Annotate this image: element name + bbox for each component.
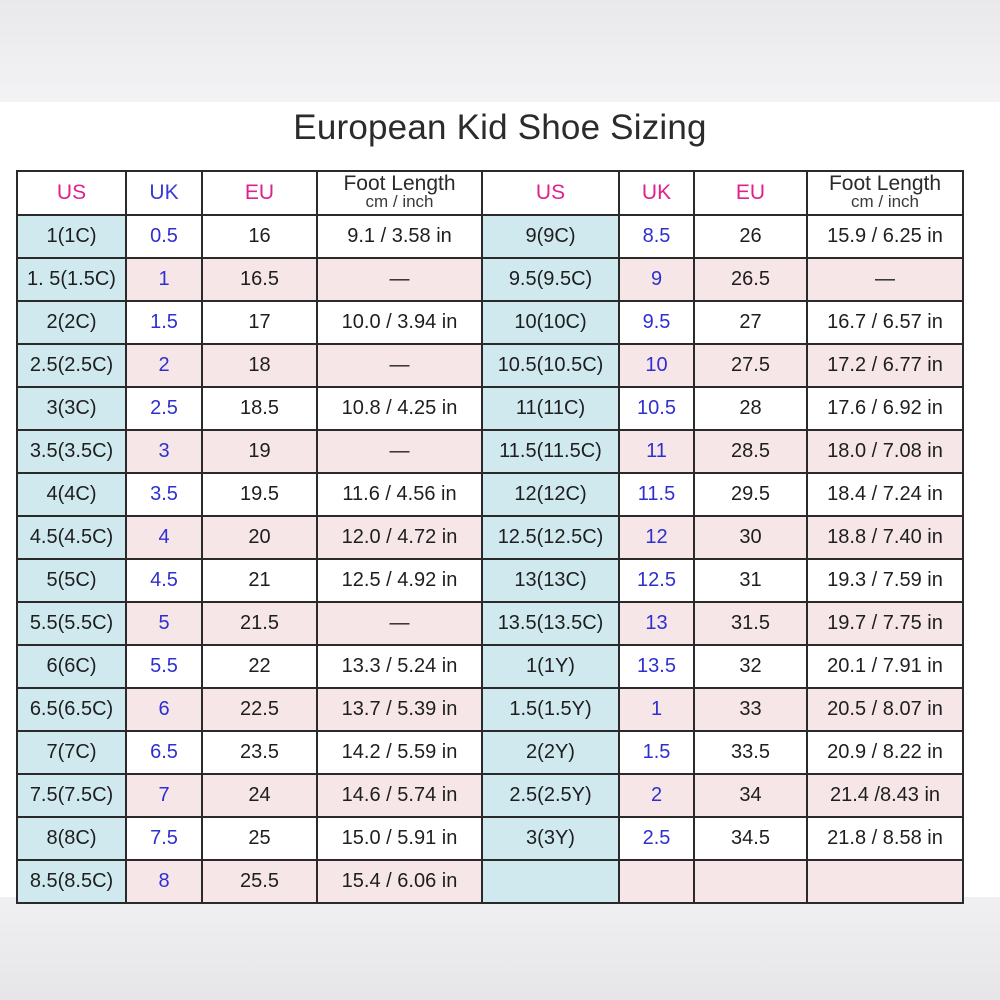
- foot-length-cell-empty: —: [317, 344, 482, 387]
- foot-length-cell: 12.0 / 4.72 in: [317, 516, 482, 559]
- header-foot-length-unit: cm / inch: [850, 192, 920, 211]
- foot-length-cell: 13.3 / 5.24 in: [317, 645, 482, 688]
- eu-size-cell: 31.5: [694, 602, 807, 645]
- us-size-cell: 13.5(13.5C): [482, 602, 619, 645]
- eu-size-cell: 20: [202, 516, 317, 559]
- chart-title: European Kid Shoe Sizing: [293, 108, 707, 147]
- uk-size-cell: 10: [619, 344, 694, 387]
- size-table-body: [17, 215, 963, 903]
- eu-size-cell: 25: [202, 817, 317, 860]
- header-eu-left: EU: [202, 171, 317, 215]
- foot-length-cell: 10.8 / 4.25 in: [317, 387, 482, 430]
- foot-length-cell: 17.2 / 6.77 in: [807, 344, 963, 387]
- foot-length-cell: [807, 860, 963, 903]
- eu-size-cell: 30: [694, 516, 807, 559]
- us-size-cell: 2.5(2.5C): [17, 344, 126, 387]
- uk-size-cell: 1.5: [126, 301, 202, 344]
- eu-size-cell: 19.5: [202, 473, 317, 516]
- us-size-cell: 2.5(2.5Y): [482, 774, 619, 817]
- eu-size-cell: 18: [202, 344, 317, 387]
- uk-size-cell: [619, 860, 694, 903]
- us-size-cell: 9(9C): [482, 215, 619, 258]
- us-size-cell: 2(2Y): [482, 731, 619, 774]
- foot-length-cell-empty: —: [317, 602, 482, 645]
- uk-size-cell: 1: [126, 258, 202, 301]
- uk-size-cell: 9.5: [619, 301, 694, 344]
- header-row: [17, 171, 963, 215]
- eu-size-cell: 23.5: [202, 731, 317, 774]
- us-size-cell: 4.5(4.5C): [17, 516, 126, 559]
- uk-size-cell: 7.5: [126, 817, 202, 860]
- uk-size-cell: 4: [126, 516, 202, 559]
- table-row: [17, 258, 963, 301]
- us-size-cell: 4(4C): [17, 473, 126, 516]
- table-row: [17, 473, 963, 516]
- foot-length-cell: 21.4 /8.43 in: [807, 774, 963, 817]
- foot-length-cell: 20.5 / 8.07 in: [807, 688, 963, 731]
- us-size-cell: 7(7C): [17, 731, 126, 774]
- foot-length-cell: 12.5 / 4.92 in: [317, 559, 482, 602]
- foot-length-cell: 21.8 / 8.58 in: [807, 817, 963, 860]
- foot-length-cell: 14.6 / 5.74 in: [317, 774, 482, 817]
- table-row: [17, 516, 963, 559]
- foot-length-cell: 20.9 / 8.22 in: [807, 731, 963, 774]
- eu-size-cell: 26.5: [694, 258, 807, 301]
- eu-size-cell: 34.5: [694, 817, 807, 860]
- header-foot-length-right: [807, 171, 963, 215]
- uk-size-cell: 2: [126, 344, 202, 387]
- foot-length-cell: 15.9 / 6.25 in: [807, 215, 963, 258]
- uk-size-cell: 5.5: [126, 645, 202, 688]
- us-size-cell: 1(1Y): [482, 645, 619, 688]
- header-foot-length-label: Foot Length: [828, 172, 942, 195]
- eu-size-cell: 32: [694, 645, 807, 688]
- eu-size-cell: [694, 860, 807, 903]
- eu-size-cell: 27.5: [694, 344, 807, 387]
- us-size-cell: 11.5(11.5C): [482, 430, 619, 473]
- foot-length-cell: 17.6 / 6.92 in: [807, 387, 963, 430]
- table-row: [17, 215, 963, 258]
- foot-length-cell: 18.4 / 7.24 in: [807, 473, 963, 516]
- eu-size-cell: 18.5: [202, 387, 317, 430]
- us-size-cell: 12.5(12.5C): [482, 516, 619, 559]
- table-row: [17, 817, 963, 860]
- uk-size-cell: 1: [619, 688, 694, 731]
- eu-size-cell: 26: [694, 215, 807, 258]
- eu-size-cell: 19: [202, 430, 317, 473]
- table-row: [17, 559, 963, 602]
- us-size-cell: 3.5(3.5C): [17, 430, 126, 473]
- eu-size-cell: 34: [694, 774, 807, 817]
- eu-size-cell: 21.5: [202, 602, 317, 645]
- eu-size-cell: 33: [694, 688, 807, 731]
- us-size-cell: 3(3C): [17, 387, 126, 430]
- us-size-cell: 1.5(1.5Y): [482, 688, 619, 731]
- uk-size-cell: 6: [126, 688, 202, 731]
- foot-length-cell: 15.0 / 5.91 in: [317, 817, 482, 860]
- us-size-cell: 8.5(8.5C): [17, 860, 126, 903]
- uk-size-cell: 12: [619, 516, 694, 559]
- us-size-cell: [482, 860, 619, 903]
- uk-size-cell: 11: [619, 430, 694, 473]
- header-us-left: US: [17, 171, 126, 215]
- eu-size-cell: 21: [202, 559, 317, 602]
- header-uk-left: UK: [126, 171, 202, 215]
- foot-length-cell-empty: —: [807, 258, 963, 301]
- uk-size-cell: 9: [619, 258, 694, 301]
- table-row: [17, 387, 963, 430]
- table-row: [17, 731, 963, 774]
- header-uk-right: UK: [619, 171, 694, 215]
- us-size-cell: 10.5(10.5C): [482, 344, 619, 387]
- uk-size-cell: 6.5: [126, 731, 202, 774]
- uk-size-cell: 8.5: [619, 215, 694, 258]
- eu-size-cell: 24: [202, 774, 317, 817]
- foot-length-cell: 14.2 / 5.59 in: [317, 731, 482, 774]
- uk-size-cell: 1.5: [619, 731, 694, 774]
- table-row: [17, 860, 963, 903]
- foot-length-cell: 19.7 / 7.75 in: [807, 602, 963, 645]
- table-row: [17, 688, 963, 731]
- uk-size-cell: 2: [619, 774, 694, 817]
- foot-length-cell: 15.4 / 6.06 in: [317, 860, 482, 903]
- eu-size-cell: 27: [694, 301, 807, 344]
- top-background-band: [0, 0, 1000, 102]
- us-size-cell: 3(3Y): [482, 817, 619, 860]
- us-size-cell: 2(2C): [17, 301, 126, 344]
- foot-length-cell: 18.0 / 7.08 in: [807, 430, 963, 473]
- foot-length-cell-empty: —: [317, 258, 482, 301]
- us-size-cell: 5.5(5.5C): [17, 602, 126, 645]
- foot-length-cell: 16.7 / 6.57 in: [807, 301, 963, 344]
- eu-size-cell: 31: [694, 559, 807, 602]
- header-eu-right: EU: [694, 171, 807, 215]
- uk-size-cell: 4.5: [126, 559, 202, 602]
- header-us-right: US: [482, 171, 619, 215]
- us-size-cell: 1. 5(1.5C): [17, 258, 126, 301]
- eu-size-cell: 17: [202, 301, 317, 344]
- uk-size-cell: 13: [619, 602, 694, 645]
- us-size-cell: 10(10C): [482, 301, 619, 344]
- us-size-cell: 6(6C): [17, 645, 126, 688]
- us-size-cell: 12(12C): [482, 473, 619, 516]
- eu-size-cell: 22: [202, 645, 317, 688]
- uk-size-cell: 10.5: [619, 387, 694, 430]
- uk-size-cell: 12.5: [619, 559, 694, 602]
- us-size-cell: 8(8C): [17, 817, 126, 860]
- uk-size-cell: 2.5: [126, 387, 202, 430]
- size-table: [16, 170, 964, 904]
- header-foot-length-label: Foot Length: [343, 172, 456, 195]
- header-foot-length-left: [317, 171, 482, 215]
- eu-size-cell: 29.5: [694, 473, 807, 516]
- table-row: [17, 430, 963, 473]
- foot-length-cell: 10.0 / 3.94 in: [317, 301, 482, 344]
- us-size-cell: 5(5C): [17, 559, 126, 602]
- uk-size-cell: 5: [126, 602, 202, 645]
- eu-size-cell: 16.5: [202, 258, 317, 301]
- foot-length-cell: 13.7 / 5.39 in: [317, 688, 482, 731]
- foot-length-cell: 19.3 / 7.59 in: [807, 559, 963, 602]
- foot-length-cell: 11.6 / 4.56 in: [317, 473, 482, 516]
- us-size-cell: 13(13C): [482, 559, 619, 602]
- uk-size-cell: 3: [126, 430, 202, 473]
- uk-size-cell: 7: [126, 774, 202, 817]
- us-size-cell: 11(11C): [482, 387, 619, 430]
- table-row: [17, 645, 963, 688]
- table-row: [17, 344, 963, 387]
- eu-size-cell: 28: [694, 387, 807, 430]
- table-row: [17, 774, 963, 817]
- foot-length-cell: 18.8 / 7.40 in: [807, 516, 963, 559]
- uk-size-cell: 13.5: [619, 645, 694, 688]
- uk-size-cell: 3.5: [126, 473, 202, 516]
- eu-size-cell: 25.5: [202, 860, 317, 903]
- eu-size-cell: 16: [202, 215, 317, 258]
- us-size-cell: 1(1C): [17, 215, 126, 258]
- header-foot-length-unit: cm / inch: [365, 192, 434, 211]
- us-size-cell: 7.5(7.5C): [17, 774, 126, 817]
- uk-size-cell: 2.5: [619, 817, 694, 860]
- uk-size-cell: 11.5: [619, 473, 694, 516]
- foot-length-cell-empty: —: [317, 430, 482, 473]
- eu-size-cell: 22.5: [202, 688, 317, 731]
- foot-length-cell: 20.1 / 7.91 in: [807, 645, 963, 688]
- bottom-background-band: [0, 897, 1000, 1000]
- eu-size-cell: 33.5: [694, 731, 807, 774]
- table-row: [17, 602, 963, 645]
- foot-length-cell: 9.1 / 3.58 in: [317, 215, 482, 258]
- table-row: [17, 301, 963, 344]
- us-size-cell: 6.5(6.5C): [17, 688, 126, 731]
- uk-size-cell: 8: [126, 860, 202, 903]
- eu-size-cell: 28.5: [694, 430, 807, 473]
- us-size-cell: 9.5(9.5C): [482, 258, 619, 301]
- uk-size-cell: 0.5: [126, 215, 202, 258]
